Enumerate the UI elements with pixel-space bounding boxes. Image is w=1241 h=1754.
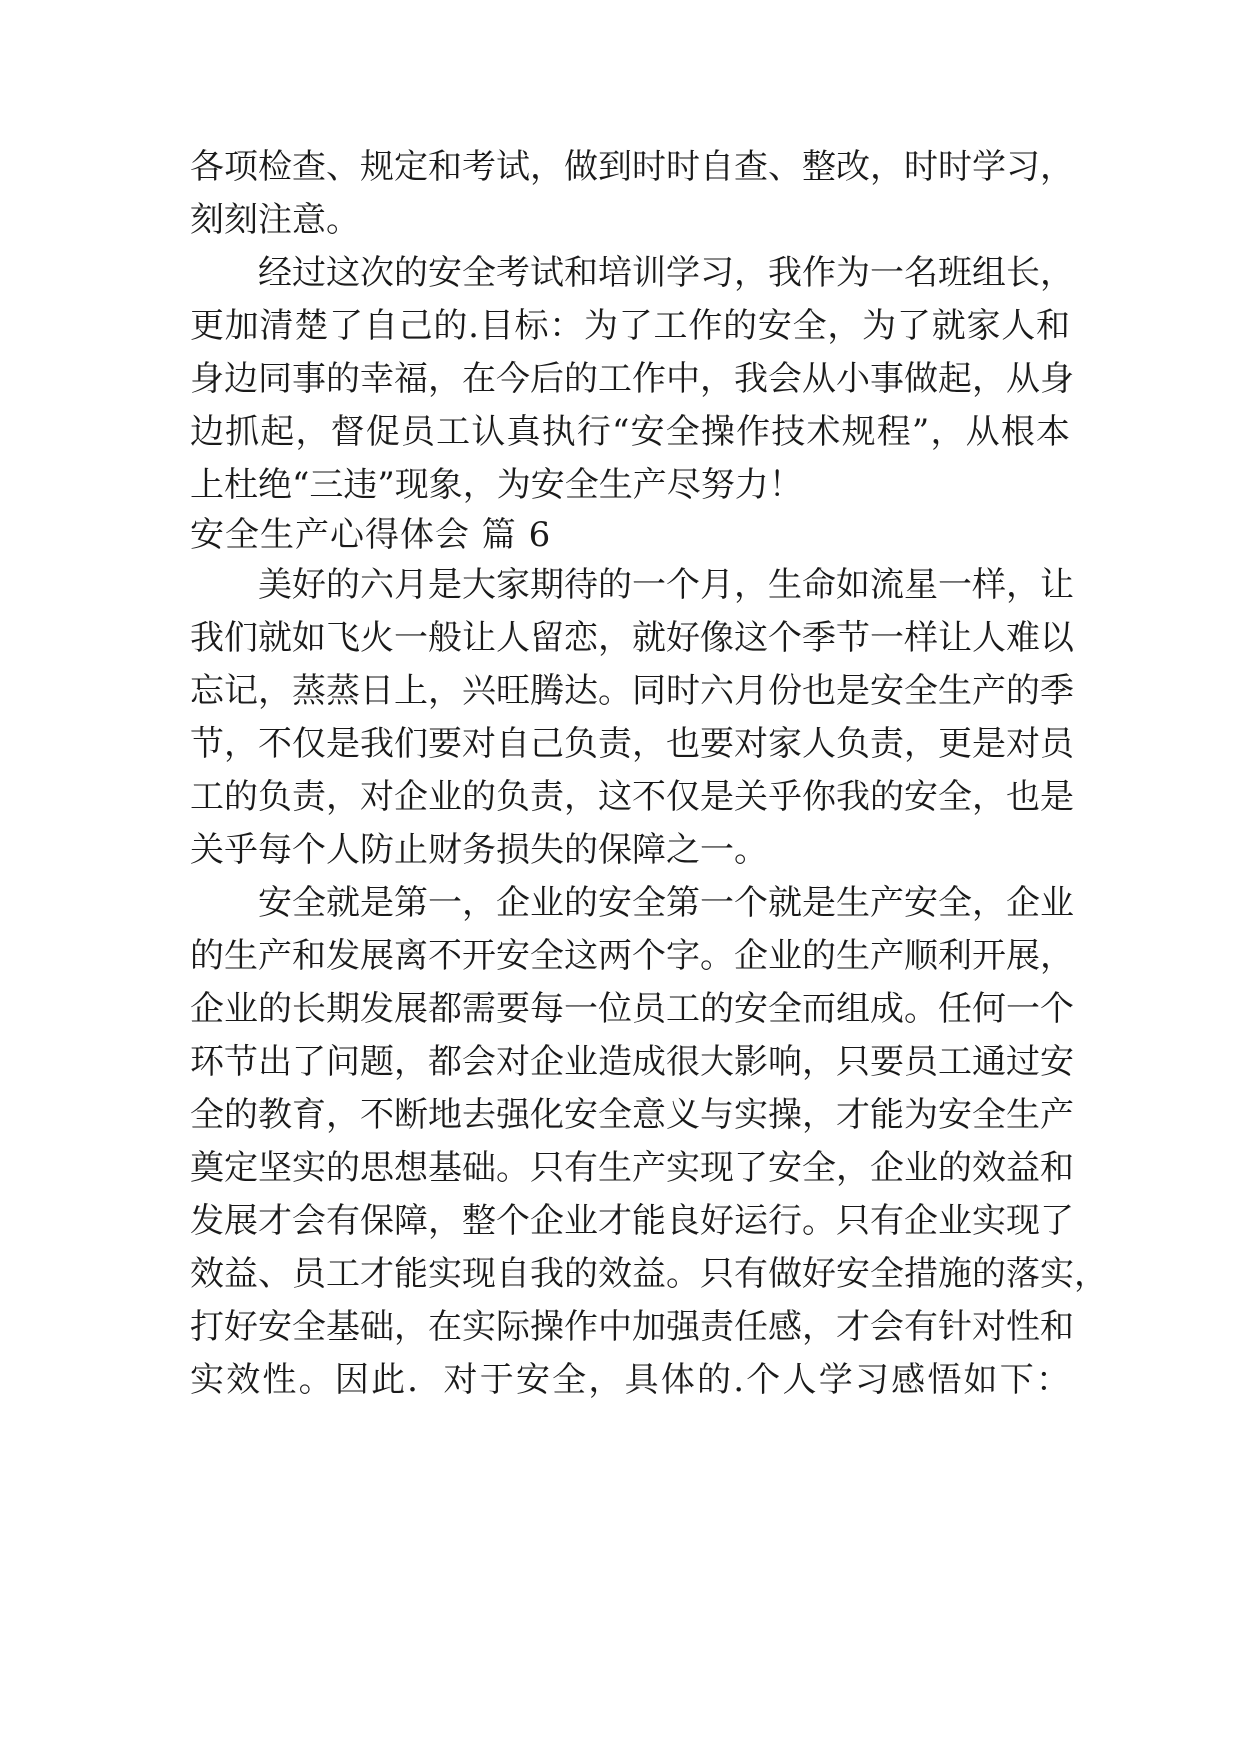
paragraph-line: 的生产和发展离不开安全这两个字。企业的生产顺利开展，: [190, 936, 1074, 976]
paragraph-line: 关乎每个人防止财务损失的保障之一。: [190, 830, 768, 870]
paragraph-line: 边抓起，督促员工认真执行“安全操作技术规程”，从根本: [190, 412, 1070, 452]
paragraph-line: 实效性。因此．对于安全，具体的.个人学习感悟如下：: [190, 1360, 1070, 1400]
paragraph-line: 节，不仅是我们要对自己负责，也要对家人负责，更是对员: [190, 724, 1074, 764]
paragraph-line: 奠定坚实的思想基础。只有生产实现了安全，企业的效益和: [190, 1148, 1074, 1188]
paragraph-line: 全的教育，不断地去强化安全意义与实操，才能为安全生产: [190, 1095, 1074, 1135]
paragraph-line: 各项检查、规定和考试，做到时时自查、整改，时时学习，: [190, 147, 1074, 187]
paragraph-line: 上杜绝“三违”现象，为安全生产尽努力！: [190, 465, 803, 505]
paragraph-line: 环节出了问题，都会对企业造成很大影响，只要员工通过安: [190, 1042, 1074, 1082]
paragraph-line: 工的负责，对企业的负责，这不仅是关乎你我的安全，也是: [190, 777, 1074, 817]
paragraph-line: 安全就是第一，企业的安全第一个就是生产安全，企业: [258, 883, 1074, 923]
paragraph-line: 打好安全基础，在实际操作中加强责任感，才会有针对性和: [190, 1307, 1074, 1347]
paragraph-line: 效益、员工才能实现自我的效益。只有做好安全措施的落实，: [190, 1254, 1108, 1294]
paragraph-line: 我们就如飞火一般让人留恋，就好像这个季节一样让人难以: [190, 618, 1074, 658]
paragraph-line: 企业的长期发展都需要每一位员工的安全而组成。任何一个: [190, 989, 1074, 1029]
paragraph-line: 经过这次的安全考试和培训学习，我作为一名班组长，: [258, 253, 1074, 293]
paragraph-line: 忘记，蒸蒸日上，兴旺腾达。同时六月份也是安全生产的季: [190, 671, 1074, 711]
paragraph-line: 身边同事的幸福，在今后的工作中，我会从小事做起，从身: [190, 359, 1074, 399]
paragraph-line: 美好的六月是大家期待的一个月，生命如流星一样，让: [258, 565, 1074, 605]
section-heading: 安全生产心得体会 篇 6: [190, 515, 552, 555]
paragraph-line: 更加清楚了自己的.目标：为了工作的安全，为了就家人和: [190, 306, 1070, 346]
paragraph-line: 发展才会有保障，整个企业才能良好运行。只有企业实现了: [190, 1201, 1074, 1241]
paragraph-line: 刻刻注意。: [190, 200, 360, 240]
